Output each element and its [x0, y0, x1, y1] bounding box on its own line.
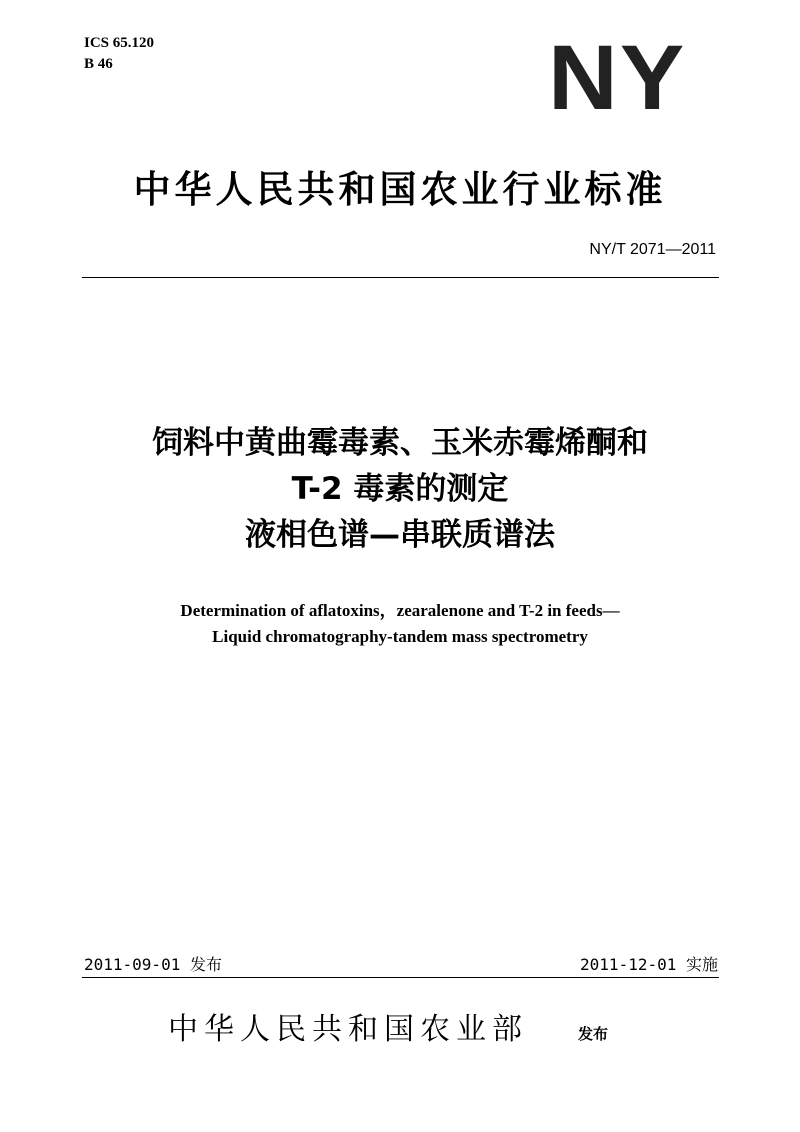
- issuing-authority: 中华人民共和国农业部: [168, 1012, 528, 1047]
- title-cn-line-3: 液相色谱—串联质谱法: [245, 517, 555, 553]
- issuing-label: 发布: [578, 1025, 609, 1043]
- document-title-cn: [0, 420, 800, 558]
- footer-divider: [82, 977, 719, 978]
- issue-date: 2011-09-01 发布: [84, 955, 222, 974]
- title-en-line-2: Liquid chromatography-tandem mass spectrometry: [212, 627, 588, 646]
- header-divider: [82, 277, 719, 278]
- standard-number: NY/T 2071—2011: [589, 241, 716, 258]
- ny-logo: NY: [548, 27, 687, 129]
- title-cn-line-2: T-2 毒素的测定: [291, 471, 509, 507]
- implementation-date: 2011-12-01 实施: [580, 955, 718, 974]
- title-en-line-1: Determination of aflatoxins，zearalenone and T-2 in feeds—: [180, 601, 620, 620]
- standard-category-title: 中华人民共和国农业行业标准: [133, 168, 667, 211]
- title-cn-line-1: 饲料中黄曲霉毒素、玉米赤霉烯酮和: [152, 425, 648, 461]
- document-title-en: [0, 598, 800, 650]
- ccs-code: B 46: [84, 56, 113, 72]
- ics-code: ICS 65.120: [84, 35, 155, 51]
